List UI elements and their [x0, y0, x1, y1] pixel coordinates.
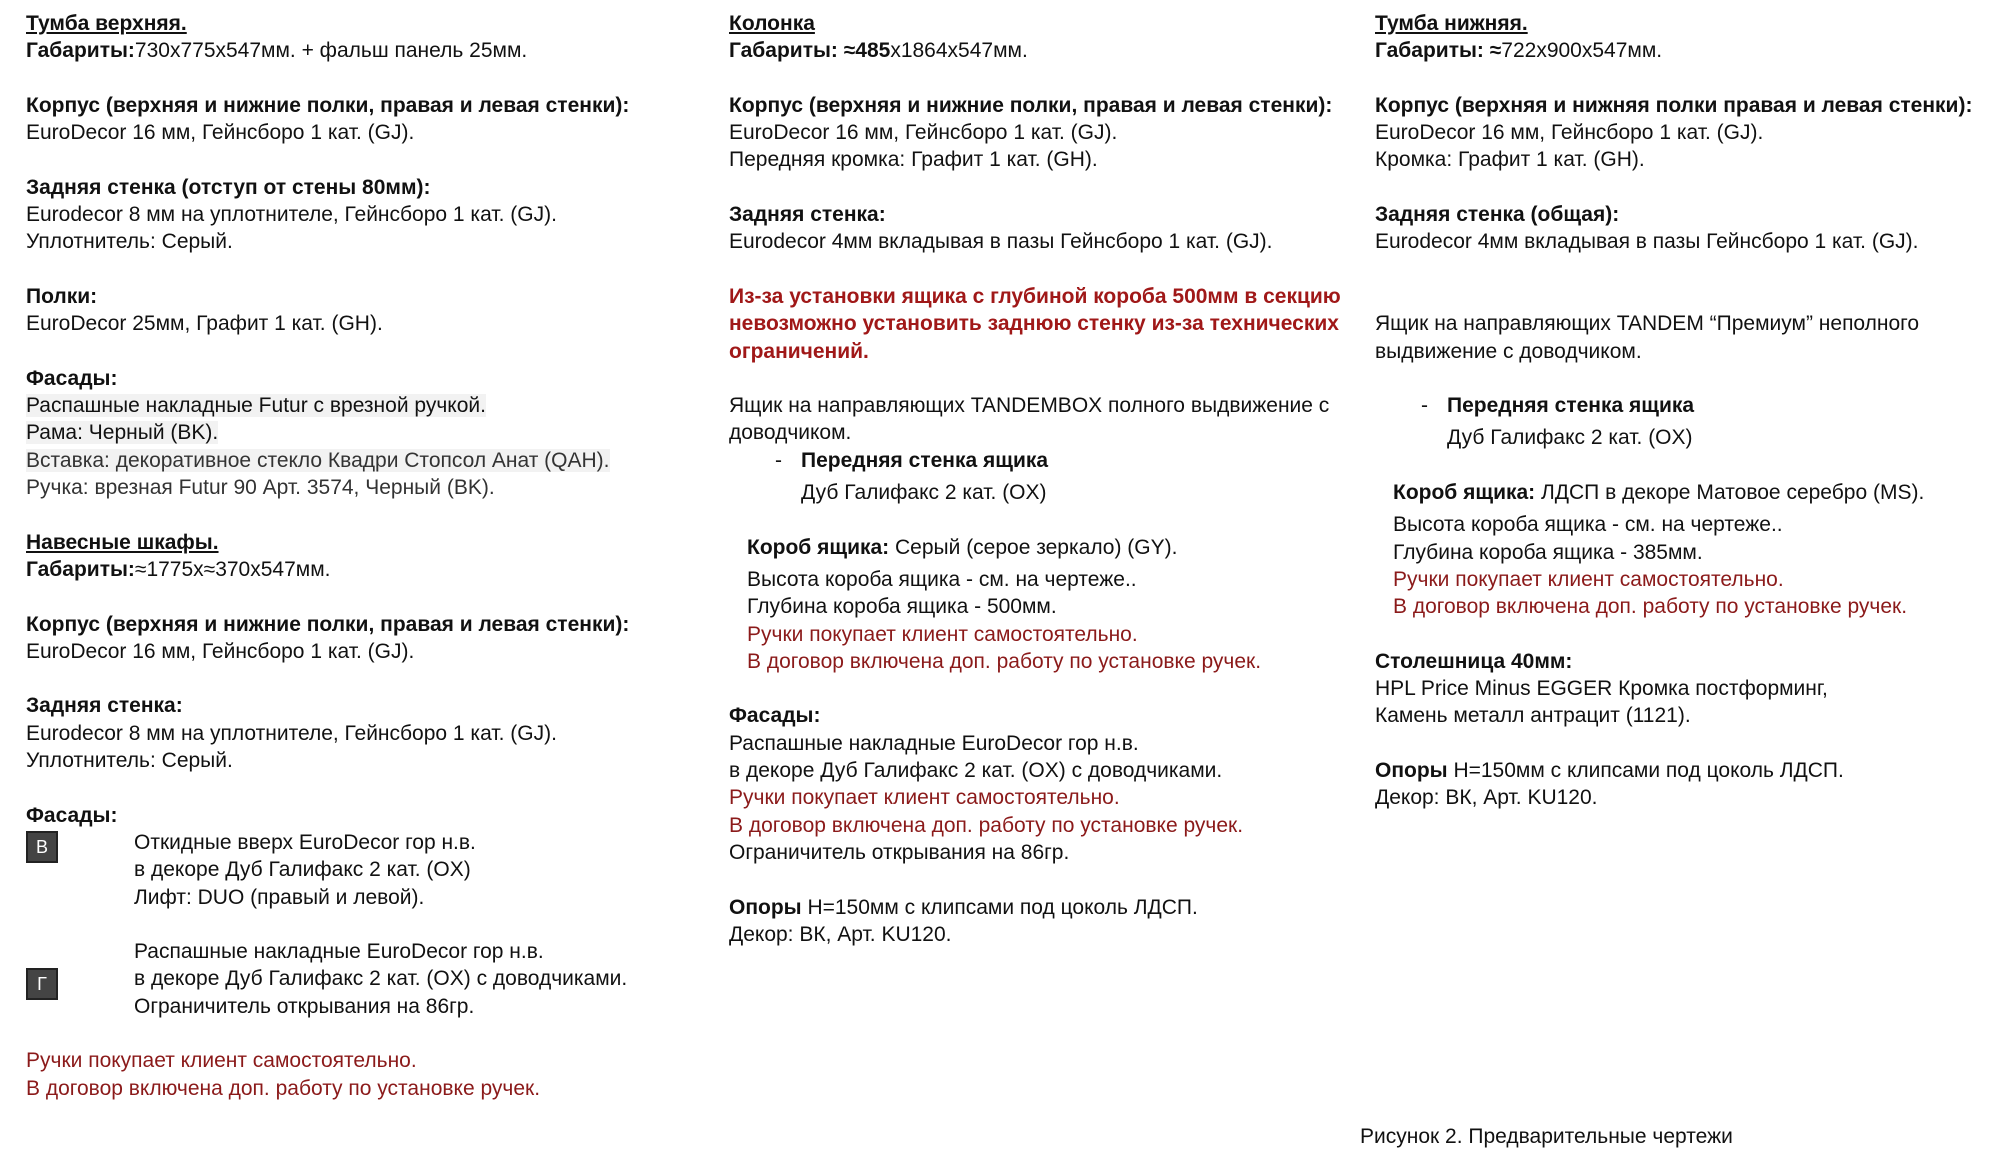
- column-lower-cabinet: Тумба нижняя. Габариты: ≈722х900х547мм. Корпус (верхняя и нижняя полки правая и левая стенки): EuroDecor 16 мм, Гейнсборо 1 кат. (GJ). Кромка: Графит 1 кат. (GH). Задняя стенка (общая): Eurodecor 4мм вкладывая в пазы Гейнсборо 1 кат. (GJ). Ящик на направляющих TANDEM “Премиум” неполного выдвижение с доводчиком. - Передняя стенка ящика Дуб Галифакс 2 кат. (OX) Короб ящика: ЛДСП в декоре Матовое серебро (MS). Высота короба ящика - см. на чертеже.. Глубина короба ящика - 385мм. Ручки покупает клиент самостоятельно. В договор включена доп. работу по установке ручек. Столешница 40мм: HPL Price Minus EGGER Кромка постформинг, Камень металл антрацит (1121). Опоры Н=150мм с клипсами под цоколь ЛДСП. Декор: ВК, Арт. KU120.: [1375, 10, 1990, 812]
- dimensions-value: 730х775х547мм. + фальш панель 25мм.: [134, 39, 528, 63]
- facade-item-b: В Откидные вверх EuroDecor гор н.в. в декоре Дуб Галифакс 2 кат. (OX) Лифт: DUO (правый и левой).: [26, 829, 706, 911]
- back-wall-value: Eurodecor 8 мм на уплотнителе, Гейнсборо 1 кат. (GJ).: [26, 203, 557, 227]
- drawer-value: Ящик на направляющих TANDEMBOX полного выдвижение с доводчиком.: [729, 394, 1330, 445]
- drawer-box-line: Короб ящика: ЛДСП в декоре Матовое серебро (MS).: [1393, 481, 1925, 505]
- section-title-hanging: Навесные шкафы.: [26, 530, 219, 554]
- edge-value: Передняя кромка: Графит 1 кат. (GH).: [729, 148, 1098, 172]
- back-wall-heading: Задняя стенка (отступ от стены 80мм):: [26, 175, 431, 199]
- corpus-value: EuroDecor 16 мм, Гейнсборо 1 кат. (GJ).: [1375, 121, 1764, 145]
- facades-frame: Рама: Черный (BK).: [26, 421, 219, 445]
- legs-line: Опоры Н=150мм с клипсами под цоколь ЛДСП.: [1375, 759, 1844, 783]
- section-title: Колонка: [729, 12, 815, 35]
- dimensions-label: Габариты:: [26, 39, 135, 63]
- countertop-heading: Столешница 40мм:: [1375, 649, 1573, 673]
- hanging-back-value: Eurodecor 8 мм на уплотнителе, Гейнсборо 1 кат. (GJ).: [26, 721, 557, 745]
- column-upper-cabinet: [26, 10, 706, 1102]
- legs-line: Опоры Н=150мм с клипсами под цоколь ЛДСП.: [729, 895, 1198, 919]
- figure-caption: Рисунок 2. Предварительные чертежи: [1360, 1125, 1733, 1148]
- corpus-heading: Корпус (верхняя и нижние полки, правая и левая стенки):: [26, 93, 630, 117]
- back-wall-value: Eurodecor 4мм вкладывая в пазы Гейнсборо 1 кат. (GJ).: [1375, 230, 1919, 254]
- corpus-heading: Корпус (верхняя и нижняя полки правая и левая стенки):: [1375, 93, 1973, 117]
- drawer-box-line: Короб ящика: Серый (серое зеркало) (GY).: [747, 535, 1178, 559]
- shelves-heading: Полки:: [26, 284, 98, 308]
- facades-handle: Ручка: врезная Futur 90 Арт. 3574, Черный (BK).: [26, 476, 495, 500]
- back-wall-heading: Задняя стенка:: [729, 203, 886, 227]
- facades-heading: Фасады:: [729, 704, 821, 728]
- column-tall-cabinet: Колонка Габариты: ≈485х1864х547мм. Корпус (верхняя и нижние полки, правая и левая стенки): EuroDecor 16 мм, Гейнсборо 1 кат. (GJ). Передняя кромка: Графит 1 кат. (GH). Задняя стенка: Eurodecor 4мм вкладывая в пазы Гейнсборо 1 кат. (GJ). Из-за установки ящика с глубиной короба 500мм в секцию невозможно установить заднюю стенку из-за технических ограничений. Ящик на направляющих TANDEMBOX полного выдвижение с доводчиком. - Передняя стенка ящика Дуб Галифакс 2 кат. (OX) Короб ящика: Серый (серое зеркало) (GY). Высота короба ящика - см. на чертеже.. Глубина короба ящика - 500мм. Ручки покупает клиент самостоятельно. В договор включена доп. работу по установке ручек. Фасады: Распашные накладные EuroDecor гор н.в. в декоре Дуб Галифакс 2 кат. (OX) с доводчиками. Ручки покупает клиент самостоятельно. В договор включена доп. работу по установке ручек. Ограничитель открывания на 86гр. Опоры Н=150мм с клипсами под цоколь ЛДСП. Декор: ВК, Арт. KU120.: [729, 10, 1349, 948]
- shelves-value: EuroDecor 25мм, Графит 1 кат. (GH).: [26, 312, 383, 336]
- drawer-box-block: Короб ящика: Серый (серое зеркало) (GY). Высота короба ящика - см. на чертеже.. Глубина короба ящика - 500мм. Ручки покупает клиент самостоятельно. В договор включена доп. работу по установке ручек.: [729, 534, 1349, 675]
- legs-decor: Декор: ВК, Арт. KU120.: [1375, 786, 1598, 810]
- drawer-front-item: - Передняя стенка ящика Дуб Галифакс 2 кат. (OX): [1421, 394, 1695, 450]
- section-title: Тумба нижняя.: [1375, 12, 1528, 35]
- drawer-value: Ящик на направляющих TANDEM “Премиум” неполного выдвижение с доводчиком.: [1375, 312, 1920, 363]
- hanging-seal-value: Уплотнитель: Серый.: [26, 749, 233, 773]
- handles-note: Ручки покупает клиент самостоятельно.: [26, 1049, 417, 1073]
- facades-type: Распашные накладные Futur с врезной ручкой.: [26, 394, 486, 418]
- corpus-value: EuroDecor 16 мм, Гейнсборо 1 кат. (GJ).: [26, 121, 415, 145]
- legs-decor: Декор: ВК, Арт. KU120.: [729, 922, 952, 946]
- back-wall-heading: Задняя стенка (общая):: [1375, 203, 1620, 227]
- back-wall-value: Eurodecor 4мм вкладывая в пазы Гейнсборо 1 кат. (GJ).: [729, 230, 1273, 254]
- dimensions-line: Габариты: ≈485х1864х547мм.: [729, 39, 1028, 63]
- section-title: Тумба верхняя.: [26, 12, 187, 35]
- drawer-front-item: - Передняя стенка ящика Дуб Галифакс 2 кат. (OX): [775, 448, 1049, 505]
- handles-contract-note: В договор включена доп. работу по установке ручек.: [26, 1076, 541, 1100]
- hanging-corpus-heading: Корпус (верхняя и нижние полки, правая и левая стенки):: [26, 612, 630, 636]
- facade-marker-b: В: [26, 831, 58, 863]
- hanging-back-heading: Задняя стенка:: [26, 694, 183, 718]
- hanging-dimensions: Габариты:≈1775х≈370х547мм.: [26, 557, 331, 581]
- drawer-box-block: Короб ящика: ЛДСП в декоре Матовое серебро (MS). Высота короба ящика - см. на чертеже.. Глубина короба ящика - 385мм. Ручки покупает клиент самостоятельно. В договор включена доп. работу по установке ручек.: [1375, 479, 1990, 620]
- hanging-corpus-value: EuroDecor 16 мм, Гейнсборо 1 кат. (GJ).: [26, 639, 415, 663]
- seal-value: Уплотнитель: Серый.: [26, 230, 233, 254]
- facade-marker-g: Г: [26, 968, 58, 1000]
- dimensions-line: [26, 37, 706, 64]
- facades-insert: Вставка: декоративное стекло Квадри Стопсол Анат (QAH).: [26, 448, 610, 472]
- facade-item-g: Г Распашные накладные EuroDecor гор н.в. в декоре Дуб Галифакс 2 кат. (OX) с доводчиками. Ограничитель открывания на 86гр.: [26, 938, 706, 1020]
- edge-value: Кромка: Графит 1 кат. (GH).: [1375, 148, 1645, 172]
- hanging-facades-heading: Фасады:: [26, 803, 118, 827]
- corpus-heading: Корпус (верхняя и нижние полки, правая и левая стенки):: [729, 93, 1333, 117]
- warning-note: Из-за установки ящика с глубиной короба 500мм в секцию невозможно установить заднюю стенку из-за технических ограничений.: [729, 284, 1341, 363]
- facades-heading: Фасады:: [26, 366, 118, 390]
- dimensions-line: Габариты: ≈722х900х547мм.: [1375, 39, 1663, 63]
- corpus-value: EuroDecor 16 мм, Гейнсборо 1 кат. (GJ).: [729, 121, 1118, 145]
